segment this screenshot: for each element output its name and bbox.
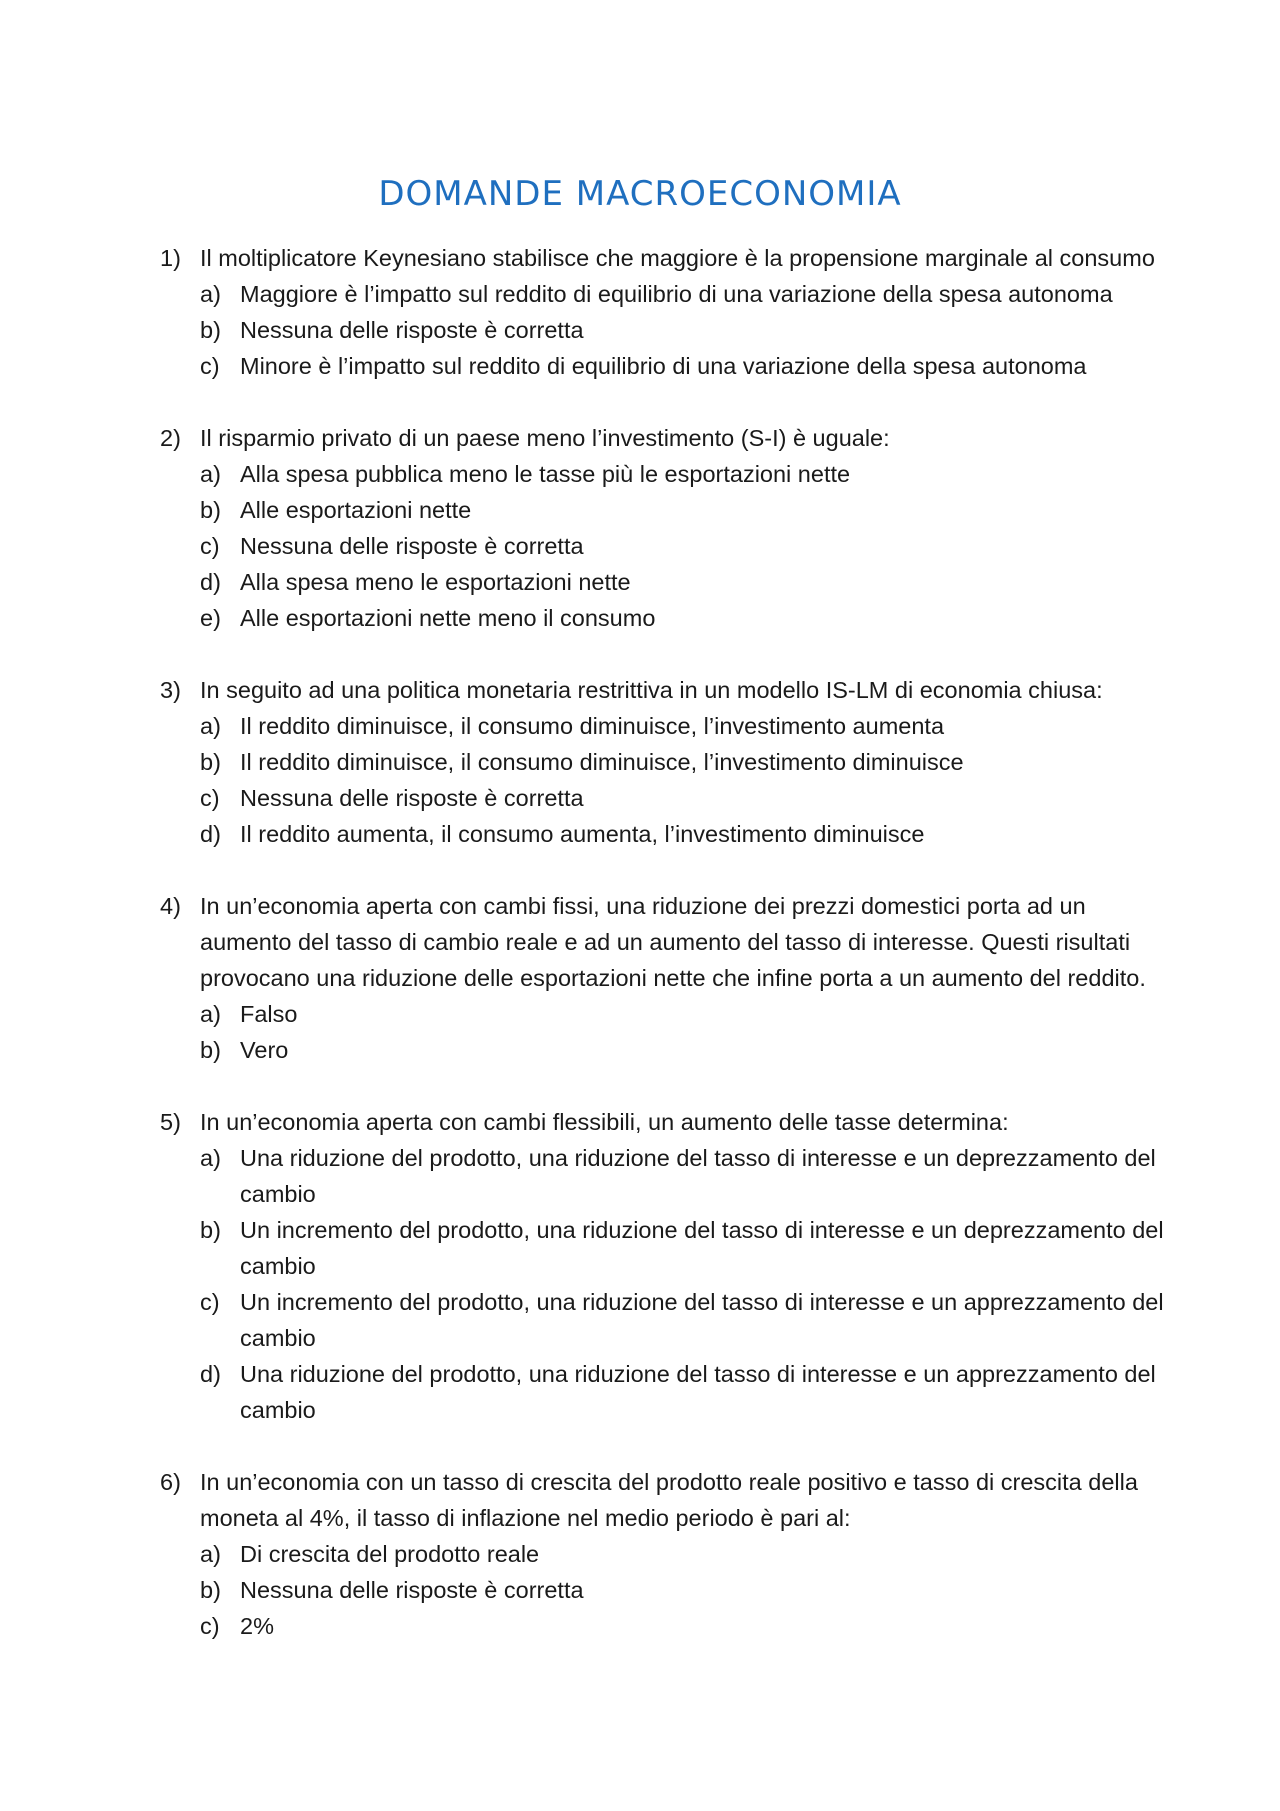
option-letter: b) (200, 497, 221, 523)
option-text: Il reddito diminuisce, il consumo diminuisce, l’investimento diminuisce (240, 749, 964, 775)
option-text: Alle esportazioni nette (240, 497, 472, 523)
answer-option (200, 816, 1170, 852)
option-text: Alla spesa meno le esportazioni nette (240, 569, 631, 595)
option-letter: a) (200, 1001, 221, 1027)
option-letter: a) (200, 281, 221, 307)
question-2 (160, 420, 1170, 636)
option-text: Nessuna delle risposte è corretta (240, 785, 584, 811)
option-text: Di crescita del prodotto reale (240, 1541, 540, 1567)
option-text: Una riduzione del prodotto, una riduzione del tasso di interesse e un deprezzamento del cambio (240, 1145, 1156, 1207)
option-text: Nessuna delle risposte è corretta (240, 1577, 584, 1603)
answer-option (200, 1284, 1170, 1356)
question-number: 6) (160, 1469, 181, 1495)
answer-option (200, 600, 1170, 636)
option-letter: a) (200, 713, 221, 739)
answer-option (200, 1608, 1170, 1644)
option-letter: a) (200, 1541, 221, 1567)
option-letter: e) (200, 605, 221, 631)
option-letter: b) (200, 1217, 221, 1243)
option-letter: c) (200, 1613, 220, 1639)
question-number: 1) (160, 245, 181, 271)
option-text: Alla spesa pubblica meno le tasse più le esportazioni nette (240, 461, 851, 487)
option-letter: c) (200, 1289, 220, 1315)
answer-option (200, 1572, 1170, 1608)
option-letter: c) (200, 533, 220, 559)
question-number: 4) (160, 893, 181, 919)
option-text: Maggiore è l’impatto sul reddito di equilibrio di una variazione della spesa autonoma (240, 281, 1113, 307)
option-text: Il reddito aumenta, il consumo aumenta, l’investimento diminuisce (240, 821, 925, 847)
option-text: Nessuna delle risposte è corretta (240, 533, 584, 559)
answer-option (200, 456, 1170, 492)
option-letter: b) (200, 749, 221, 775)
question-number: 2) (160, 425, 181, 451)
option-letter: d) (200, 821, 221, 847)
answer-option (200, 528, 1170, 564)
question-1 (160, 240, 1170, 384)
option-text: Una riduzione del prodotto, una riduzione del tasso di interesse e un apprezzamento del cambio (240, 1361, 1156, 1423)
answer-option (200, 780, 1170, 816)
option-text: Il reddito diminuisce, il consumo diminuisce, l’investimento aumenta (240, 713, 945, 739)
option-text: Falso (240, 1001, 298, 1027)
question-text: In un’economia aperta con cambi fissi, una riduzione dei prezzi domestici porta ad un aumento del tasso di cambio reale e ad un aumento del tasso di interesse. Questi risultati provocano una riduzione delle esportazioni nette che infine porta a un aumento del reddito. (200, 893, 1146, 991)
answer-option (200, 996, 1170, 1032)
option-letter: a) (200, 461, 221, 487)
answer-option (200, 1356, 1170, 1428)
option-text: Minore è l’impatto sul reddito di equilibrio di una variazione della spesa autonoma (240, 353, 1087, 379)
page-title: DOMANDE MACROECONOMIA (378, 174, 902, 214)
question-6 (160, 1464, 1170, 1644)
option-letter: b) (200, 1577, 221, 1603)
answer-option (200, 1032, 1170, 1068)
question-text: In seguito ad una politica monetaria restrittiva in un modello IS-LM di economia chiusa: (200, 677, 1103, 703)
option-text: Un incremento del prodotto, una riduzione del tasso di interesse e un deprezzamento del cambio (240, 1217, 1164, 1279)
answer-option (200, 312, 1170, 348)
option-letter: b) (200, 317, 221, 343)
answer-option (200, 1212, 1170, 1284)
answer-option (200, 492, 1170, 528)
answer-option (200, 708, 1170, 744)
question-list (160, 240, 1170, 1680)
option-letter: d) (200, 1361, 221, 1387)
question-number: 3) (160, 677, 181, 703)
option-text: 2% (240, 1613, 274, 1639)
option-letter: a) (200, 1145, 221, 1171)
option-letter: d) (200, 569, 221, 595)
option-text: Un incremento del prodotto, una riduzione del tasso di interesse e un apprezzamento del cambio (240, 1289, 1164, 1351)
question-text: In un’economia aperta con cambi flessibili, un aumento delle tasse determina: (200, 1109, 1009, 1135)
answer-option (200, 1140, 1170, 1212)
option-letter: b) (200, 1037, 221, 1063)
option-letter: c) (200, 785, 220, 811)
option-letter: c) (200, 353, 220, 379)
option-text: Alle esportazioni nette meno il consumo (240, 605, 656, 631)
question-5 (160, 1104, 1170, 1428)
answer-option (200, 348, 1170, 384)
option-text: Nessuna delle risposte è corretta (240, 317, 584, 343)
question-number: 5) (160, 1109, 181, 1135)
question-text: Il moltiplicatore Keynesiano stabilisce che maggiore è la propensione marginale al consumo (200, 245, 1155, 271)
question-text: In un’economia con un tasso di crescita del prodotto reale positivo e tasso di crescita della moneta al 4%, il tasso di inflazione nel medio periodo è pari al: (200, 1469, 1138, 1531)
answer-option (200, 744, 1170, 780)
answer-option (200, 1536, 1170, 1572)
answer-option (200, 564, 1170, 600)
option-text: Vero (240, 1037, 289, 1063)
question-text: Il risparmio privato di un paese meno l’investimento (S-I) è uguale: (200, 425, 890, 451)
answer-option (200, 276, 1170, 312)
question-3 (160, 672, 1170, 852)
question-4 (160, 888, 1170, 1068)
